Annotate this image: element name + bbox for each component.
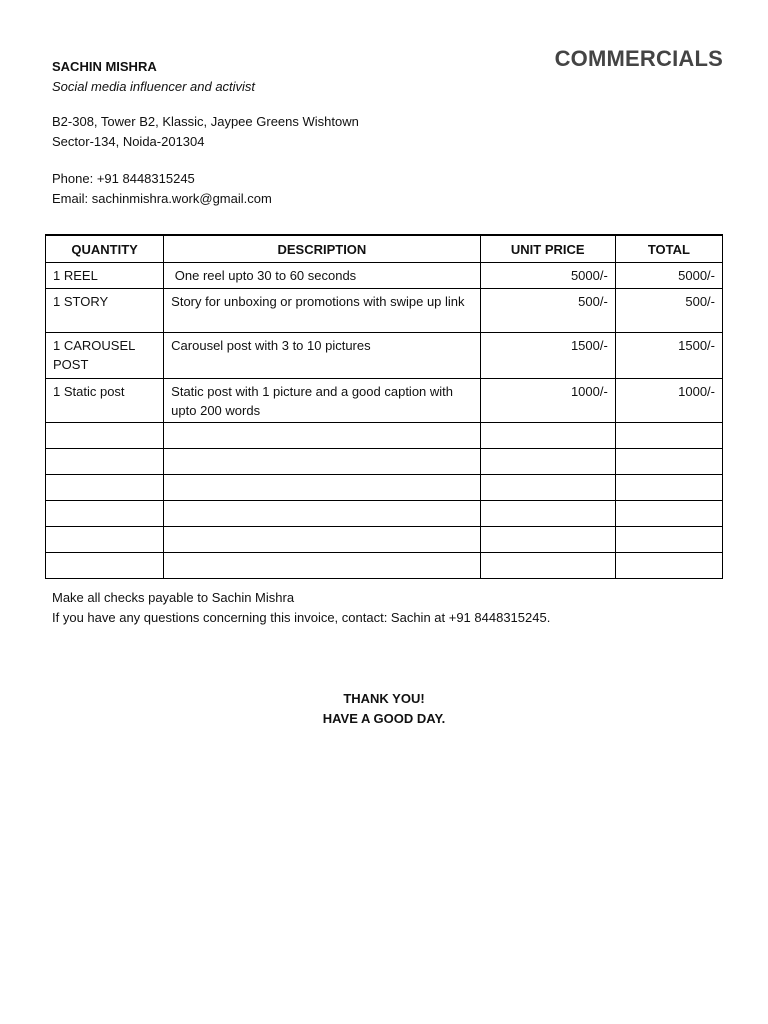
sender-email: Email: sachinmishra.work@gmail.com <box>52 190 272 206</box>
empty-table-row <box>46 501 723 527</box>
header-description: DESCRIPTION <box>164 235 480 263</box>
table-row <box>46 379 723 423</box>
empty-table-row <box>46 423 723 449</box>
cell-description: One reel upto 30 to 60 seconds <box>164 263 480 289</box>
empty-cell <box>480 449 615 475</box>
cell-unit-price: 5000/- <box>480 263 615 289</box>
header-quantity: QUANTITY <box>46 235 164 263</box>
cell-total: 1500/- <box>615 333 722 379</box>
cell-unit-price: 1000/- <box>480 379 615 423</box>
empty-cell <box>164 501 480 527</box>
empty-cell <box>480 423 615 449</box>
spacer <box>52 151 359 169</box>
empty-cell <box>480 501 615 527</box>
empty-cell <box>46 501 164 527</box>
payment-notes <box>52 588 550 627</box>
empty-cell <box>480 527 615 553</box>
cell-description: Story for unboxing or promotions with swipe up link <box>164 289 480 333</box>
cell-total: 500/- <box>615 289 722 333</box>
sender-phone: Phone: +91 8448315245 <box>52 171 195 186</box>
sender-tagline: Social media influencer and activist <box>52 78 256 94</box>
empty-table-row <box>46 527 723 553</box>
thank-you-block <box>0 689 768 729</box>
table-row <box>46 289 723 333</box>
empty-cell <box>46 449 164 475</box>
address-line-1: B2-308, Tower B2, Klassic, Jaypee Greens Wishtown <box>52 114 359 129</box>
sender-name: SACHIN MISHRA <box>52 59 157 74</box>
empty-cell <box>615 553 722 579</box>
empty-cell <box>615 449 722 475</box>
thank-you-text: THANK YOU! <box>343 691 425 706</box>
cell-total: 5000/- <box>615 263 722 289</box>
empty-cell <box>615 527 722 553</box>
cell-description: Carousel post with 3 to 10 pictures <box>164 333 480 379</box>
cell-unit-price: 1500/- <box>480 333 615 379</box>
empty-table-row <box>46 449 723 475</box>
cell-quantity: 1 STORY <box>46 289 164 333</box>
document-title: COMMERCIALS <box>554 46 723 71</box>
empty-cell <box>615 423 722 449</box>
empty-table-row <box>46 475 723 501</box>
empty-cell <box>615 475 722 501</box>
empty-cell <box>480 475 615 501</box>
empty-cell <box>164 423 480 449</box>
cell-total: 1000/- <box>615 379 722 423</box>
empty-cell <box>46 423 164 449</box>
sender-block <box>52 57 359 208</box>
good-day-text: HAVE A GOOD DAY. <box>322 711 446 726</box>
cell-quantity: 1 Static post <box>46 379 164 423</box>
table-header-row <box>46 235 723 263</box>
cell-quantity: 1 REEL <box>46 263 164 289</box>
empty-cell <box>164 475 480 501</box>
empty-cell <box>164 527 480 553</box>
cell-description: Static post with 1 picture and a good caption with upto 200 words <box>164 379 480 423</box>
address-line-2: Sector-134, Noida-201304 <box>52 133 205 149</box>
cell-quantity: 1 CAROUSEL POST <box>46 333 164 379</box>
cell-unit-price: 500/- <box>480 289 615 333</box>
empty-cell <box>164 449 480 475</box>
empty-cell <box>46 527 164 553</box>
header-total: TOTAL <box>615 235 722 263</box>
empty-cell <box>46 553 164 579</box>
contact-note: If you have any questions concerning this invoice, contact: Sachin at +91 8448315245. <box>52 609 551 625</box>
table-row <box>46 333 723 379</box>
empty-table-row <box>46 553 723 579</box>
checks-payable-note: Make all checks payable to Sachin Mishra <box>52 590 295 605</box>
spacer <box>52 96 359 112</box>
commercials-table <box>45 234 723 579</box>
empty-cell <box>164 553 480 579</box>
table-row <box>46 263 723 289</box>
empty-cell <box>480 553 615 579</box>
header-unit-price: UNIT PRICE <box>480 235 615 263</box>
empty-cell <box>46 475 164 501</box>
empty-cell <box>615 501 722 527</box>
